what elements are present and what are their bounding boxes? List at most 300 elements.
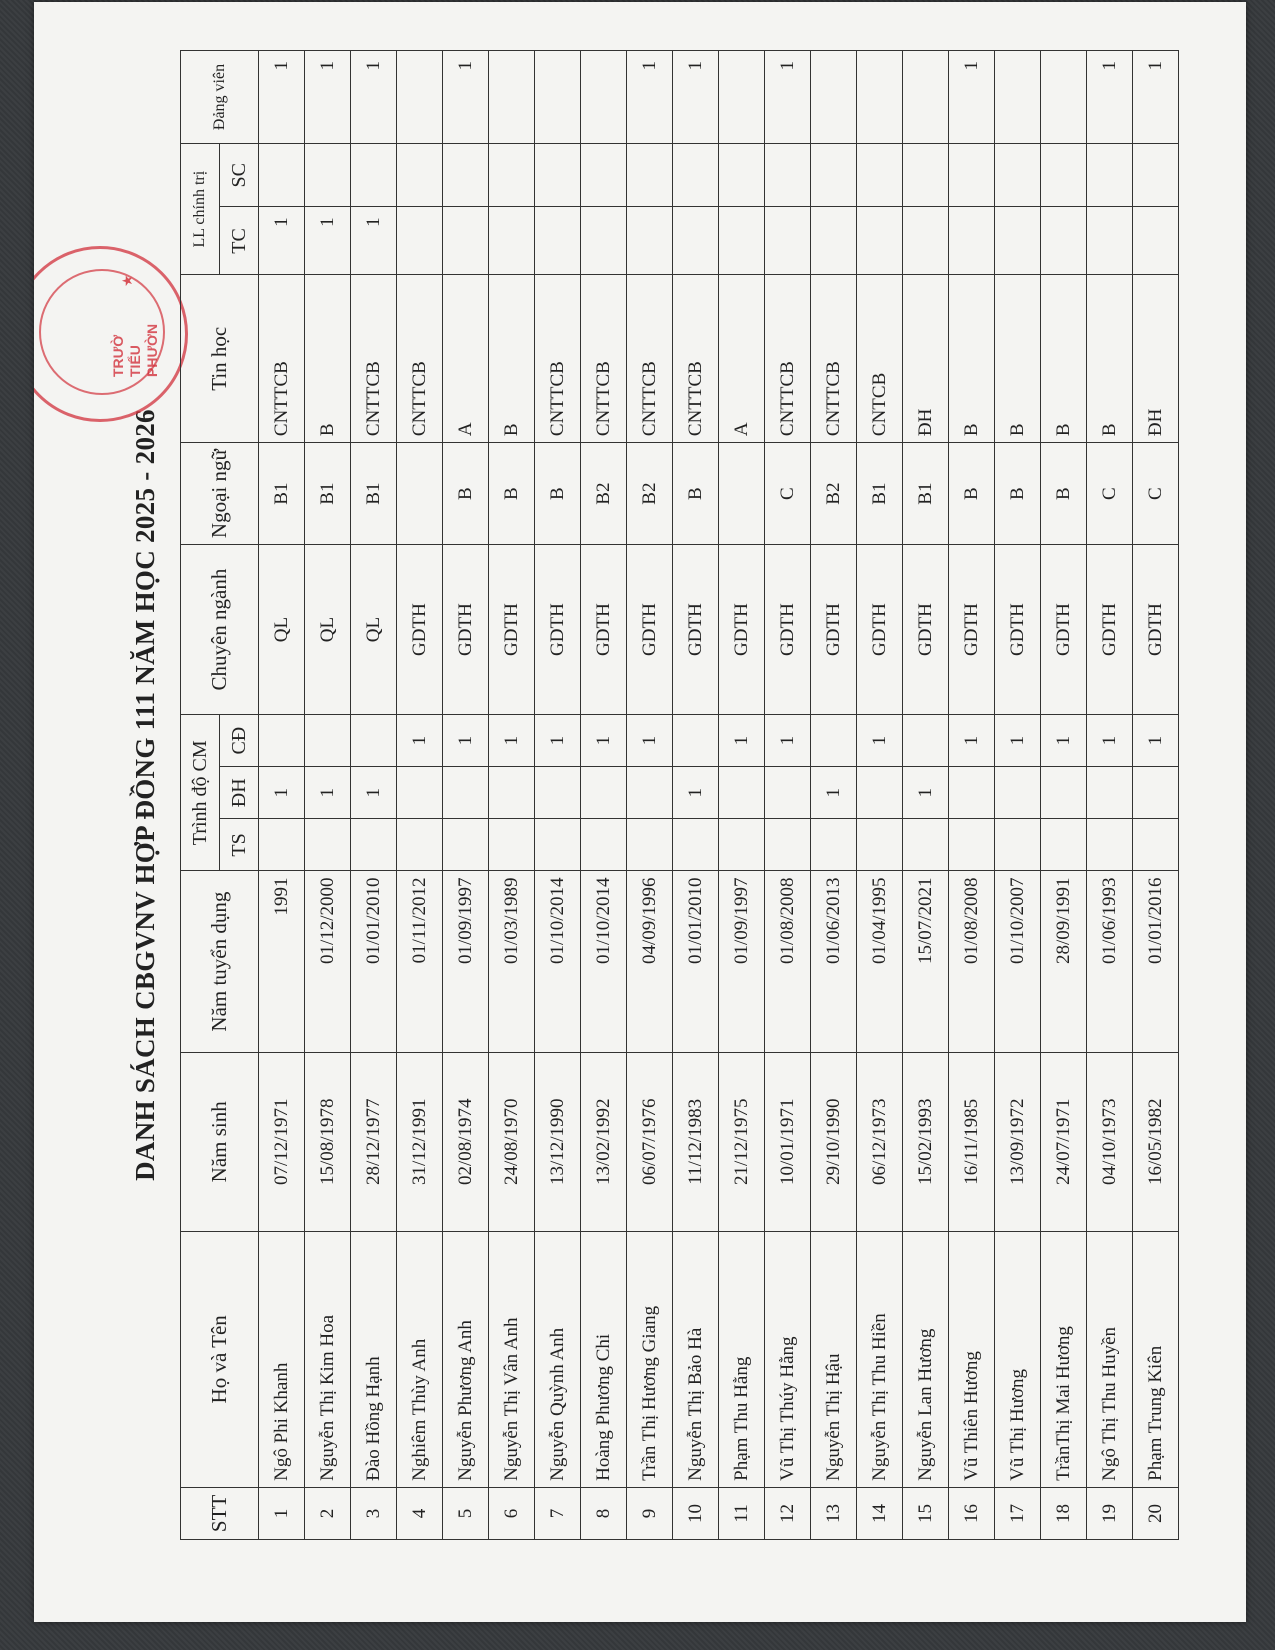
cell-ngoai-ngu: B1: [857, 443, 903, 545]
cell-tc: [1133, 207, 1179, 275]
cell-sc: [397, 143, 443, 206]
cell-dh: [1133, 767, 1179, 819]
table-row: [903, 51, 949, 1540]
cell-stt: 1: [259, 1487, 305, 1539]
cell-nam-sinh: 06/07/1976: [627, 1052, 673, 1231]
cell-sc: [1041, 143, 1087, 206]
cell-chuyen-nganh: GDTH: [903, 545, 949, 715]
cell-ngoai-ngu: B: [673, 443, 719, 545]
cell-tin-hoc: CNTCB: [857, 275, 903, 443]
table-row: [1087, 51, 1133, 1540]
cell-nam-sinh: 15/02/1993: [903, 1052, 949, 1231]
table-row: [443, 51, 489, 1540]
cell-cd: [351, 715, 397, 767]
cell-dang-vien: [397, 51, 443, 144]
cell-dh: [1041, 767, 1087, 819]
cell-ngoai-ngu: B1: [305, 443, 351, 545]
cell-dang-vien: [857, 51, 903, 144]
cell-nam-tuyen-dung: 28/09/1991: [1041, 871, 1087, 1052]
cell-ts: [1133, 819, 1179, 871]
cell-cd: 1: [397, 715, 443, 767]
cell-ngoai-ngu: C: [1087, 443, 1133, 545]
cell-ho-ten: Nguyễn Thị Vân Anh: [489, 1231, 535, 1487]
cell-tin-hoc: CNTTCB: [397, 275, 443, 443]
cell-ho-ten: TrầnThị Mai Hương: [1041, 1231, 1087, 1487]
cell-ho-ten: Vũ Thị Thúy Hằng: [765, 1231, 811, 1487]
staff-roster-table: [180, 50, 1179, 1540]
cell-sc: [1087, 143, 1133, 206]
cell-nam-sinh: 16/05/1982: [1133, 1052, 1179, 1231]
cell-cd: 1: [857, 715, 903, 767]
cell-tin-hoc: CNTTCB: [581, 275, 627, 443]
cell-tc: [1041, 207, 1087, 275]
cell-nam-sinh: 28/12/1977: [351, 1052, 397, 1231]
cell-dang-vien: 1: [259, 51, 305, 144]
cell-ho-ten: Nguyễn Thị Bảo Hà: [673, 1231, 719, 1487]
cell-nam-tuyen-dung: 01/12/2000: [305, 871, 351, 1052]
cell-tin-hoc: CNTTCB: [535, 275, 581, 443]
cell-stt: 15: [903, 1487, 949, 1539]
cell-chuyen-nganh: GDTH: [811, 545, 857, 715]
cell-ho-ten: Hoàng Phương Chi: [581, 1231, 627, 1487]
cell-chuyen-nganh: QL: [305, 545, 351, 715]
cell-stt: 2: [305, 1487, 351, 1539]
cell-cd: 1: [765, 715, 811, 767]
cell-cd: [305, 715, 351, 767]
cell-nam-tuyen-dung: 04/09/1996: [627, 871, 673, 1052]
cell-nam-sinh: 13/02/1992: [581, 1052, 627, 1231]
cell-stt: 19: [1087, 1487, 1133, 1539]
cell-sc: [305, 143, 351, 206]
header-trinh-do-cm: Trình độ CM: [181, 715, 220, 871]
cell-ho-ten: Nguyễn Lan Hương: [903, 1231, 949, 1487]
cell-nam-sinh: 11/12/1983: [673, 1052, 719, 1231]
cell-sc: [351, 143, 397, 206]
cell-dh: [765, 767, 811, 819]
cell-chuyen-nganh: GDTH: [627, 545, 673, 715]
cell-ts: [581, 819, 627, 871]
cell-ts: [719, 819, 765, 871]
cell-ngoai-ngu: B: [1041, 443, 1087, 545]
cell-nam-sinh: 29/10/1990: [811, 1052, 857, 1231]
cell-tc: 1: [259, 207, 305, 275]
cell-nam-sinh: 21/12/1975: [719, 1052, 765, 1231]
cell-nam-tuyen-dung: 01/09/1997: [443, 871, 489, 1052]
cell-tin-hoc: CNTTCB: [259, 275, 305, 443]
cell-sc: [535, 143, 581, 206]
cell-sc: [627, 143, 673, 206]
cell-stt: 3: [351, 1487, 397, 1539]
stamp-line: TRƯỜ: [110, 334, 126, 377]
table-row: [351, 51, 397, 1540]
cell-tc: [397, 207, 443, 275]
cell-tc: [673, 207, 719, 275]
cell-stt: 10: [673, 1487, 719, 1539]
cell-dang-vien: [995, 51, 1041, 144]
cell-ngoai-ngu: B2: [811, 443, 857, 545]
cell-dh: [443, 767, 489, 819]
cell-tin-hoc: CNTTCB: [765, 275, 811, 443]
cell-chuyen-nganh: GDTH: [673, 545, 719, 715]
cell-nam-tuyen-dung: 01/10/2014: [581, 871, 627, 1052]
header-chuyen-nganh: Chuyên ngành: [181, 545, 259, 715]
cell-sc: [259, 143, 305, 206]
cell-nam-tuyen-dung: 01/08/2008: [765, 871, 811, 1052]
cell-tc: [1087, 207, 1133, 275]
cell-nam-tuyen-dung: 15/07/2021: [903, 871, 949, 1052]
cell-nam-sinh: 13/09/1972: [995, 1052, 1041, 1231]
cell-dh: 1: [305, 767, 351, 819]
cell-tin-hoc: B: [1041, 275, 1087, 443]
cell-chuyen-nganh: GDTH: [719, 545, 765, 715]
cell-nam-tuyen-dung: 01/11/2012: [397, 871, 443, 1052]
cell-tc: [627, 207, 673, 275]
header-tin-hoc: Tin học: [181, 275, 259, 443]
cell-cd: [259, 715, 305, 767]
cell-cd: 1: [1133, 715, 1179, 767]
cell-ngoai-ngu: B: [489, 443, 535, 545]
cell-ngoai-ngu: C: [1133, 443, 1179, 545]
cell-tc: [995, 207, 1041, 275]
cell-dh: [581, 767, 627, 819]
cell-tc: 1: [305, 207, 351, 275]
cell-cd: 1: [443, 715, 489, 767]
cell-sc: [811, 143, 857, 206]
cell-ts: [765, 819, 811, 871]
table-row: [581, 51, 627, 1540]
header-ll-chinh-tri: LL chính trị: [181, 143, 220, 274]
cell-cd: [673, 715, 719, 767]
cell-ho-ten: Nguyễn Phương Anh: [443, 1231, 489, 1487]
header-stt: STT: [181, 1487, 259, 1539]
cell-tin-hoc: ĐH: [903, 275, 949, 443]
cell-tin-hoc: CNTTCB: [627, 275, 673, 443]
table-header: [181, 51, 259, 1540]
cell-ngoai-ngu: B: [995, 443, 1041, 545]
cell-stt: 12: [765, 1487, 811, 1539]
cell-chuyen-nganh: GDTH: [1087, 545, 1133, 715]
cell-ts: [351, 819, 397, 871]
cell-dang-vien: [811, 51, 857, 144]
cell-ts: [1041, 819, 1087, 871]
header-nam-tuyen-dung: Năm tuyển dụng: [181, 871, 259, 1052]
cell-sc: [673, 143, 719, 206]
cell-stt: 20: [1133, 1487, 1179, 1539]
cell-chuyen-nganh: GDTH: [857, 545, 903, 715]
cell-nam-tuyen-dung: 01/09/1997: [719, 871, 765, 1052]
cell-chuyen-nganh: GDTH: [581, 545, 627, 715]
cell-dh: [535, 767, 581, 819]
header-ngoai-ngu: Ngoại ngữ: [181, 443, 259, 545]
cell-dang-vien: 1: [765, 51, 811, 144]
cell-dh: 1: [673, 767, 719, 819]
cell-ngoai-ngu: B: [535, 443, 581, 545]
cell-sc: [1133, 143, 1179, 206]
table-row: [1041, 51, 1087, 1540]
table-row: [765, 51, 811, 1540]
cell-stt: 7: [535, 1487, 581, 1539]
cell-sc: [443, 143, 489, 206]
stamp-line: PHƯỜN: [144, 323, 160, 377]
cell-sc: [949, 143, 995, 206]
cell-dh: 1: [811, 767, 857, 819]
cell-dh: [719, 767, 765, 819]
cell-ts: [995, 819, 1041, 871]
cell-ngoai-ngu: B: [949, 443, 995, 545]
cell-chuyen-nganh: GDTH: [1133, 545, 1179, 715]
cell-chuyen-nganh: GDTH: [1041, 545, 1087, 715]
cell-ho-ten: Nguyễn Thị Thu Hiền: [857, 1231, 903, 1487]
cell-ho-ten: Ngô Phi Khanh: [259, 1231, 305, 1487]
header-nam-sinh: Năm sinh: [181, 1052, 259, 1231]
cell-dang-vien: [581, 51, 627, 144]
cell-cd: 1: [581, 715, 627, 767]
cell-dh: [1087, 767, 1133, 819]
cell-dang-vien: [903, 51, 949, 144]
cell-dang-vien: 1: [1133, 51, 1179, 144]
cell-dh: [627, 767, 673, 819]
cell-nam-sinh: 04/10/1973: [1087, 1052, 1133, 1231]
rotated-document-content: [90, 50, 1246, 1540]
cell-nam-tuyen-dung: 01/10/2014: [535, 871, 581, 1052]
cell-tc: [535, 207, 581, 275]
cell-tin-hoc: B: [995, 275, 1041, 443]
cell-ho-ten: Nguyễn Thị Kim Hoa: [305, 1231, 351, 1487]
header-cd: CĐ: [220, 715, 259, 767]
cell-ts: [1087, 819, 1133, 871]
cell-sc: [857, 143, 903, 206]
header-ho-ten: Họ và Tên: [181, 1231, 259, 1487]
cell-stt: 5: [443, 1487, 489, 1539]
cell-dang-vien: 1: [627, 51, 673, 144]
table-row: [305, 51, 351, 1540]
cell-nam-tuyen-dung: 01/01/2010: [351, 871, 397, 1052]
cell-nam-tuyen-dung: 01/03/1989: [489, 871, 535, 1052]
cell-tin-hoc: B: [489, 275, 535, 443]
cell-nam-sinh: 10/01/1971: [765, 1052, 811, 1231]
cell-nam-tuyen-dung: 01/06/2013: [811, 871, 857, 1052]
cell-chuyen-nganh: GDTH: [443, 545, 489, 715]
table-row: [489, 51, 535, 1540]
cell-chuyen-nganh: QL: [351, 545, 397, 715]
cell-cd: [811, 715, 857, 767]
cell-sc: [719, 143, 765, 206]
cell-stt: 9: [627, 1487, 673, 1539]
cell-stt: 18: [1041, 1487, 1087, 1539]
table-row: [719, 51, 765, 1540]
cell-tin-hoc: B: [305, 275, 351, 443]
cell-tin-hoc: ĐH: [1133, 275, 1179, 443]
table-row: [673, 51, 719, 1540]
cell-nam-sinh: 13/12/1990: [535, 1052, 581, 1231]
cell-cd: 1: [627, 715, 673, 767]
table-row: [259, 51, 305, 1540]
cell-stt: 13: [811, 1487, 857, 1539]
cell-tc: 1: [351, 207, 397, 275]
cell-tc: [719, 207, 765, 275]
cell-tin-hoc: B: [1087, 275, 1133, 443]
cell-chuyen-nganh: GDTH: [535, 545, 581, 715]
header-dang-vien: Đảng viên: [181, 51, 259, 144]
cell-ts: [627, 819, 673, 871]
cell-stt: 6: [489, 1487, 535, 1539]
cell-ho-ten: Đào Hồng Hạnh: [351, 1231, 397, 1487]
cell-cd: 1: [1041, 715, 1087, 767]
table-body: [259, 51, 1179, 1540]
cell-ngoai-ngu: [397, 443, 443, 545]
cell-stt: 17: [995, 1487, 1041, 1539]
cell-tin-hoc: A: [443, 275, 489, 443]
cell-ngoai-ngu: B: [443, 443, 489, 545]
cell-dang-vien: 1: [351, 51, 397, 144]
cell-ho-ten: Nghiêm Thùy Anh: [397, 1231, 443, 1487]
cell-dh: 1: [351, 767, 397, 819]
cell-ts: [673, 819, 719, 871]
cell-cd: 1: [1087, 715, 1133, 767]
cell-chuyen-nganh: GDTH: [397, 545, 443, 715]
cell-dang-vien: [535, 51, 581, 144]
cell-stt: 4: [397, 1487, 443, 1539]
cell-ts: [397, 819, 443, 871]
document-title: DANH SÁCH CBGVNV HỢP ĐỒNG 111 NĂM HỌC 2025 - 2026: [130, 409, 160, 1181]
cell-dh: 1: [259, 767, 305, 819]
cell-ts: [903, 819, 949, 871]
cell-nam-tuyen-dung: 01/06/1993: [1087, 871, 1133, 1052]
cell-tc: [443, 207, 489, 275]
cell-ts: [535, 819, 581, 871]
cell-sc: [903, 143, 949, 206]
cell-tc: [857, 207, 903, 275]
cell-tin-hoc: CNTTCB: [811, 275, 857, 443]
cell-tc: [903, 207, 949, 275]
cell-ngoai-ngu: B1: [259, 443, 305, 545]
cell-nam-sinh: 15/08/1978: [305, 1052, 351, 1231]
cell-cd: 1: [949, 715, 995, 767]
cell-ts: [443, 819, 489, 871]
stamp-line: TIỂU: [127, 345, 143, 377]
cell-dh: [995, 767, 1041, 819]
cell-ngoai-ngu: B1: [351, 443, 397, 545]
cell-ts: [811, 819, 857, 871]
table-row: [995, 51, 1041, 1540]
cell-ts: [259, 819, 305, 871]
cell-chuyen-nganh: QL: [259, 545, 305, 715]
cell-cd: [903, 715, 949, 767]
cell-ho-ten: Trần Thị Hương Giang: [627, 1231, 673, 1487]
red-seal-stamp: [34, 246, 188, 422]
cell-chuyen-nganh: GDTH: [765, 545, 811, 715]
cell-ngoai-ngu: C: [765, 443, 811, 545]
cell-dh: [949, 767, 995, 819]
cell-tc: [765, 207, 811, 275]
cell-ho-ten: Vũ Thiên Hương: [949, 1231, 995, 1487]
cell-dh: 1: [903, 767, 949, 819]
cell-ho-ten: Ngô Thị Thu Huyền: [1087, 1231, 1133, 1487]
cell-dang-vien: 1: [305, 51, 351, 144]
cell-cd: 1: [489, 715, 535, 767]
cell-ts: [305, 819, 351, 871]
cell-dang-vien: 1: [1087, 51, 1133, 144]
cell-tc: [949, 207, 995, 275]
cell-tc: [489, 207, 535, 275]
cell-tin-hoc: B: [949, 275, 995, 443]
cell-ts: [489, 819, 535, 871]
cell-nam-sinh: 02/08/1974: [443, 1052, 489, 1231]
table-row: [397, 51, 443, 1540]
cell-tin-hoc: A: [719, 275, 765, 443]
header-tc: TC: [220, 207, 259, 275]
star-icon: ★: [121, 274, 136, 287]
table-row: [1133, 51, 1179, 1540]
cell-dang-vien: [1041, 51, 1087, 144]
cell-ngoai-ngu: B2: [627, 443, 673, 545]
cell-nam-sinh: 07/12/1971: [259, 1052, 305, 1231]
cell-tc: [581, 207, 627, 275]
cell-nam-tuyen-dung: 01/01/2016: [1133, 871, 1179, 1052]
cell-dang-vien: 1: [443, 51, 489, 144]
cell-nam-tuyen-dung: 01/04/1995: [857, 871, 903, 1052]
cell-sc: [581, 143, 627, 206]
table-row: [811, 51, 857, 1540]
header-sc: SC: [220, 143, 259, 206]
cell-tc: [811, 207, 857, 275]
cell-sc: [489, 143, 535, 206]
cell-chuyen-nganh: GDTH: [995, 545, 1041, 715]
header-dh: ĐH: [220, 767, 259, 819]
cell-stt: 16: [949, 1487, 995, 1539]
cell-ho-ten: Vũ Thị Hương: [995, 1231, 1041, 1487]
cell-ho-ten: Phạm Trung Kiên: [1133, 1231, 1179, 1487]
cell-dang-vien: 1: [949, 51, 995, 144]
cell-ngoai-ngu: B1: [903, 443, 949, 545]
cell-cd: 1: [535, 715, 581, 767]
cell-ngoai-ngu: B2: [581, 443, 627, 545]
table-row: [535, 51, 581, 1540]
cell-tin-hoc: CNTTCB: [351, 275, 397, 443]
cell-nam-sinh: 06/12/1973: [857, 1052, 903, 1231]
cell-ts: [857, 819, 903, 871]
cell-cd: 1: [995, 715, 1041, 767]
cell-dang-vien: 1: [673, 51, 719, 144]
cell-nam-sinh: 24/07/1971: [1041, 1052, 1087, 1231]
cell-dh: [857, 767, 903, 819]
header-ts: TS: [220, 819, 259, 871]
cell-nam-tuyen-dung: 01/10/2007: [995, 871, 1041, 1052]
cell-ho-ten: Nguyễn Quỳnh Anh: [535, 1231, 581, 1487]
table-row: [857, 51, 903, 1540]
cell-nam-tuyen-dung: 01/01/2010: [673, 871, 719, 1052]
cell-nam-tuyen-dung: 01/08/2008: [949, 871, 995, 1052]
table-row: [627, 51, 673, 1540]
cell-stt: 11: [719, 1487, 765, 1539]
cell-ho-ten: Nguyễn Thị Hậu: [811, 1231, 857, 1487]
cell-dh: [397, 767, 443, 819]
cell-tin-hoc: CNTTCB: [673, 275, 719, 443]
cell-ts: [949, 819, 995, 871]
document-page: [34, 2, 1246, 1622]
cell-sc: [995, 143, 1041, 206]
header-row: [181, 51, 220, 1540]
cell-dh: [489, 767, 535, 819]
cell-sc: [765, 143, 811, 206]
table-row: [949, 51, 995, 1540]
cell-ngoai-ngu: [719, 443, 765, 545]
cell-ho-ten: Phạm Thu Hằng: [719, 1231, 765, 1487]
cell-dang-vien: [719, 51, 765, 144]
cell-nam-sinh: 24/08/1970: [489, 1052, 535, 1231]
cell-dang-vien: [489, 51, 535, 144]
cell-cd: 1: [719, 715, 765, 767]
